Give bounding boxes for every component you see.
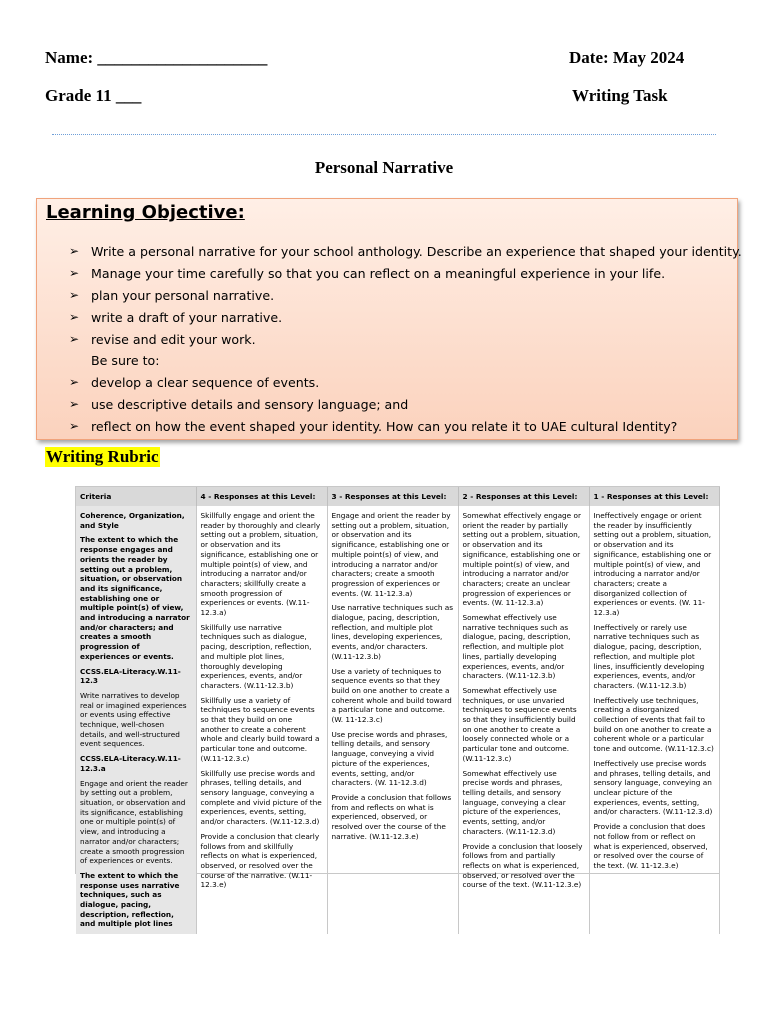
learning-objective-heading: Learning Objective: (46, 202, 245, 223)
objective-item (69, 241, 742, 263)
rubric-row (76, 506, 719, 934)
objective-item (69, 329, 742, 351)
descriptor-text: Skillfully engage and orient the reader by thoroughly and clearly setting out a problem, situation, or observation and its significance, establishing one or multiple point(s) of view, and introducing a narrator and/or characters; skillfully create a smooth progression of experiences or events. (W.11-12.3.a) (200, 511, 321, 618)
objective-item-text: Be sure to: (91, 353, 160, 369)
objective-item (69, 394, 742, 416)
arrow-bullet-icon: ➢ (69, 244, 80, 258)
descriptor-text: Skillfully use narrative techniques such as dialogue, pacing, description, reflection, and multiple plot lines, thoroughly developing experiences, events, and/or characters. (W.11-12.3.b) (200, 622, 312, 690)
arrow-bullet-icon: ➢ (69, 287, 80, 302)
objective-item-text: write a draft of your narrative. (91, 309, 283, 325)
rubric-header-row (76, 487, 719, 506)
level-3-cell (327, 506, 458, 934)
level-1-cell (589, 506, 719, 934)
descriptor-text: Provide a conclusion that does not follow from or reflect on what is experienced, observed, or resolved over the course of the text. (W. 11-12.3.e) (593, 822, 708, 870)
descriptor-text: Ineffectively or rarely use narrative techniques such as dialogue, pacing, description, reflection, and multiple plot lines, insufficiently developing experiences, events, and/or characters. (W.11-12.3.b) (593, 622, 705, 690)
descriptor-text: Somewhat effectively use techniques, or use unvaried techniques to sequence events so that they insufficiently build on one another to create a loosely connected whole or a particular tone and outcome. (W.11-12.3.c) (462, 685, 577, 763)
descriptor-text: Use narrative techniques such as dialogue, pacing, description, reflection, and multiple plot lines, developing experiences, events, and/or characters. (W.11-12.3.b) (331, 603, 454, 661)
column-header-level-2: 2 - Responses at this Level: (458, 487, 589, 506)
objective-item (69, 307, 742, 329)
name-field-label: Name: ____________________ (45, 48, 268, 67)
objective-item-text: develop a clear sequence of events. (91, 375, 320, 391)
objective-item (69, 350, 742, 372)
objective-item-text: revise and edit your work. (91, 331, 256, 347)
descriptor-text: Skillfully use precise words and phrases, telling details, and sensory language, conveying a complete and vivid picture of the experiences, events, setting, and/or characters. (W.11-12.3.d) (200, 768, 322, 827)
level-4-cell (196, 506, 327, 934)
criteria-text: CCSS.ELA-Literacy.W.11-12.3 (80, 666, 181, 686)
objective-item (69, 416, 742, 438)
descriptor-text: Use a variety of techniques to sequence events so that they build on one another to create a coherent whole and build toward a particular tone and outcome. (W. 11-12.3.c) (331, 666, 452, 725)
descriptor-text: Somewhat effectively use precise words and phrases, telling details, and sensory language, conveying a clear picture of the experiences, events, setting, and/or characters. (W.11-12.3.d) (462, 768, 566, 836)
learning-objective-box (36, 198, 742, 440)
column-header-criteria: Criteria (76, 487, 196, 506)
criteria-text: Write narratives to develop real or imagined experiences or events using effective technique, well-chosen details, and well-structured event sequences. (80, 690, 187, 749)
objective-list (69, 241, 742, 438)
arrow-bullet-icon: ➢ (69, 265, 80, 280)
grade-field-label: Grade 11 ___ (45, 86, 142, 105)
objective-item-text: plan your personal narrative. (91, 287, 275, 303)
descriptor-text: Ineffectively use precise words and phrases, telling details, and sensory language, conveying an unclear picture of the experiences, events, setting, and/or characters. (W.11-12.3.d) (593, 758, 713, 817)
descriptor-text: Ineffectively use techniques, creating a disorganized collection of events that fail to build on one another to create a coherent whole or a particular tone and outcome. (W.11-12.3.c) (593, 695, 714, 754)
criteria-text: The extent to which the response uses narrative techniques, such as dialogue, pacing, description, reflection, and multiple plot lines (80, 870, 180, 929)
descriptor-text: Use precise words and phrases, telling details, and sensory language, conveying a vivid picture of the experiences, events, setting, and/or characters. (W. 11-12.3.d) (331, 729, 448, 788)
task-type-label: Writing Task (572, 86, 668, 105)
objective-item-text: reflect on how the event shaped your identity. How can you relate it to UAE cultural Identity? (91, 419, 678, 435)
objective-item (69, 285, 742, 307)
criteria-cell (76, 506, 196, 934)
arrow-bullet-icon: ➢ (69, 397, 80, 412)
arrow-bullet-icon: ➢ (69, 375, 80, 390)
date-label: Date: May 2024 (569, 48, 685, 67)
objective-item-text: Write a personal narrative for your school anthology. Describe an experience that shaped your identity. (91, 244, 742, 259)
divider-line (52, 134, 716, 135)
page-title: Personal Narrative (314, 158, 454, 177)
criteria-text: Coherence, Organization, and Style (80, 511, 185, 530)
criteria-text: Engage and orient the reader by setting out a problem, situation, or observation and its significance, establishing one or multiple point(s) of view, and introducing a narrator and/or characters; create a smooth progression of experiences or events. (80, 778, 188, 866)
arrow-bullet-icon: ➢ (69, 309, 80, 324)
criteria-text: The extent to which the response engages and orients the reader by setting out a problem, situation, or observation and its significance, establishing one or multiple point(s) of view, and introducing a narrator and/or characters; and creates a smooth progression of experiences or events. (80, 535, 190, 661)
level-2-cell (458, 506, 589, 934)
column-header-level-4: 4 - Responses at this Level: (196, 487, 327, 506)
descriptor-text: Ineffectively engage or orient the reader by insufficiently setting out a problem, situation, or observation and its significance, establishing one or multiple point(s) of view, and introducing a narrator and/or characters; create a disorganized collection of experiences or events. (W. 11-12.3.a) (593, 511, 712, 618)
criteria-text: CCSS.ELA-Literacy.W.11-12.3.a (80, 754, 181, 773)
descriptor-text: Engage and orient the reader by setting out a problem, situation, or observation and its significance, establishing one or multiple point(s) of view, and introducing a narrator and/or characters; create a smooth progression of experiences or events. (W. 11-12.3.a) (331, 511, 451, 598)
descriptor-text: Skillfully use a variety of techniques to sequence events so that they build on one another to create a coherent whole and clearly build toward a particular tone and outcome. (W.11-12.3.c) (200, 695, 320, 763)
descriptor-text: Somewhat effectively use narrative techniques such as dialogue, pacing, description, reflection, and multiple plot lines, partially developing experiences, events, and/or characters. (W.11-12.3.b) (462, 613, 571, 681)
descriptor-text: Provide a conclusion that loosely follows from and partially reflects on what is experienced, observed, or resolved over the course of the text. (W.11-12.3.e) (462, 841, 583, 890)
arrow-bullet-icon: ➢ (69, 331, 80, 346)
objective-item (69, 372, 742, 394)
arrow-bullet-icon: ➢ (69, 419, 80, 434)
descriptor-text: Provide a conclusion that clearly follows from and skillfully reflects on what is experienced, observed, or resolved over the course of the narrative. (W.11-12.3.e) (200, 831, 320, 890)
objective-item (69, 263, 742, 285)
descriptor-text: Provide a conclusion that follows from and reflects on what is experienced, observed, or resolved over the course of the narrative. (W.11-12.3.e) (331, 792, 452, 841)
column-header-level-3: 3 - Responses at this Level: (327, 487, 458, 506)
rubric-heading: Writing Rubric (46, 447, 159, 466)
column-header-level-1: 1 - Responses at this Level: (589, 487, 719, 506)
descriptor-text: Somewhat effectively engage or orient the reader by partially setting out a problem, situation, or observation and its significance, establishing one or multiple point(s) of view, and introducing a narrator and/or characters; create an unclear progression of experiences or events. (W. 11-12.3.a) (462, 511, 581, 608)
objective-item-text: Manage your time carefully so that you can reflect on a meaningful experience in your life. (91, 265, 666, 281)
objective-item-text: use descriptive details and sensory language; and (91, 397, 409, 413)
rubric-table (75, 486, 720, 929)
